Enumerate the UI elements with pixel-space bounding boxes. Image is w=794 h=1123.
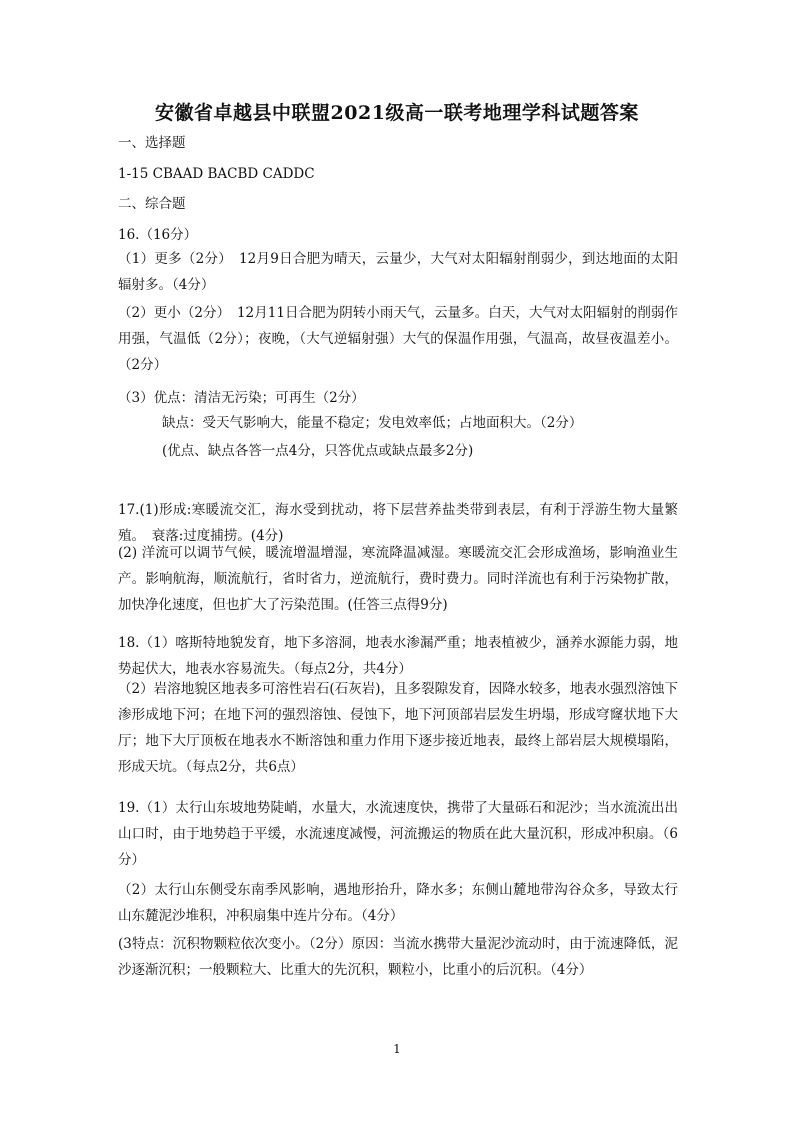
- section-heading-comprehensive: 二、综合题: [118, 196, 186, 212]
- q16-header: 16.（16分）: [118, 227, 198, 243]
- q16-part3-disadvantages: 缺点：受天气影响大，能量不稳定；发电效率低；占地面积大。（2分）: [162, 415, 583, 431]
- q16-part3-advantages: （3）优点：清洁无污染；可再生（2分）: [118, 390, 365, 406]
- q18-part2: （2）岩溶地貌区地表多可溶性岩石(石灰岩)，且多裂隙发育，因降水较多，地表水强烈溶蚀下渗形成地下河；在地下河的强烈溶蚀、侵蚀下，地下河顶部岩层发生坍塌，形成穹窿状地下大厅；地下大厅顶板在地表水不断溶蚀和重力作用下逐步接近地表，最终上部岩层大规模塌陷，形成天坑。（每点2分，共6点）: [118, 681, 678, 775]
- q19-part2: （2）太行山东侧受东南季风影响，遇地形抬升，降水多；东侧山麓地带沟谷众多，导致太行山东麓泥沙堆积，冲积扇集中连片分布。（4分）: [118, 882, 678, 924]
- page-number: 1: [393, 1042, 401, 1056]
- q18-part1: 18.（1）喀斯特地貌发育，地下多溶洞，地表水渗漏严重；地表植被少，涵养水源能力弱，地势起伏大，地表水容易流失。（每点2分，共4分）: [118, 635, 678, 677]
- q16-part1: （1）更多（2分） 12月9日合肥为晴天，云量少，大气对太阳辐射削弱少，到达地面的太阳辐射多。（4分）: [118, 251, 678, 293]
- q17-part2: (2) 洋流可以调节气候，暖流增温增湿，寒流降温减湿。寒暖流交汇会形成渔场，影响渔业生产。影响航海，顺流航行，省时省力，逆流航行，费时费力。同时洋流也有利于污染物扩散，加快净化速度，但也扩大了污染范围。(任答三点得9分): [118, 545, 678, 613]
- q19-part1: 19.（1）太行山东坡地势陡峭，水量大，水流速度快，携带了大量砾石和泥沙；当水流流出出山口时，由于地势趋于平缓，水流速度减慢，河流搬运的物质在此大量沉积，形成冲积扇。（6分）: [118, 800, 678, 868]
- section-heading-choice: 一、选择题: [118, 135, 186, 151]
- q17-part1: 17.(1)形成:寒暖流交汇，海水受到扰动，将下层营养盐类带到表层，有利于浮游生物大量繁殖。 衰落:过度捕捞。(4分): [118, 502, 678, 544]
- q16-part3-note: (优点、缺点各答一点4分，只答优点或缺点最多2分): [162, 443, 474, 459]
- multiple-choice-answers: 1-15 CBAAD BACBD CADDC: [118, 166, 315, 182]
- document-title: 安徽省卓越县中联盟2021级高一联考地理学科试题答案: [155, 102, 639, 124]
- q19-part3: (3特点：沉积物颗粒依次变小。（2分）原因：当流水携带大量泥沙流动时，由于流速降低，泥沙逐渐沉积；一般颗粒大、比重大的先沉积，颗粒小，比重小的后沉积。（4分）: [118, 936, 678, 978]
- q16-part2: （2）更小（2分） 12月11日合肥为阴转小雨天气，云量多。白天，大气对太阳辐射的削弱作用强，气温低（2分）；夜晚，（大气逆辐射强）大气的保温作用强，气温高，故昼夜温差小。（2分）: [118, 305, 678, 373]
